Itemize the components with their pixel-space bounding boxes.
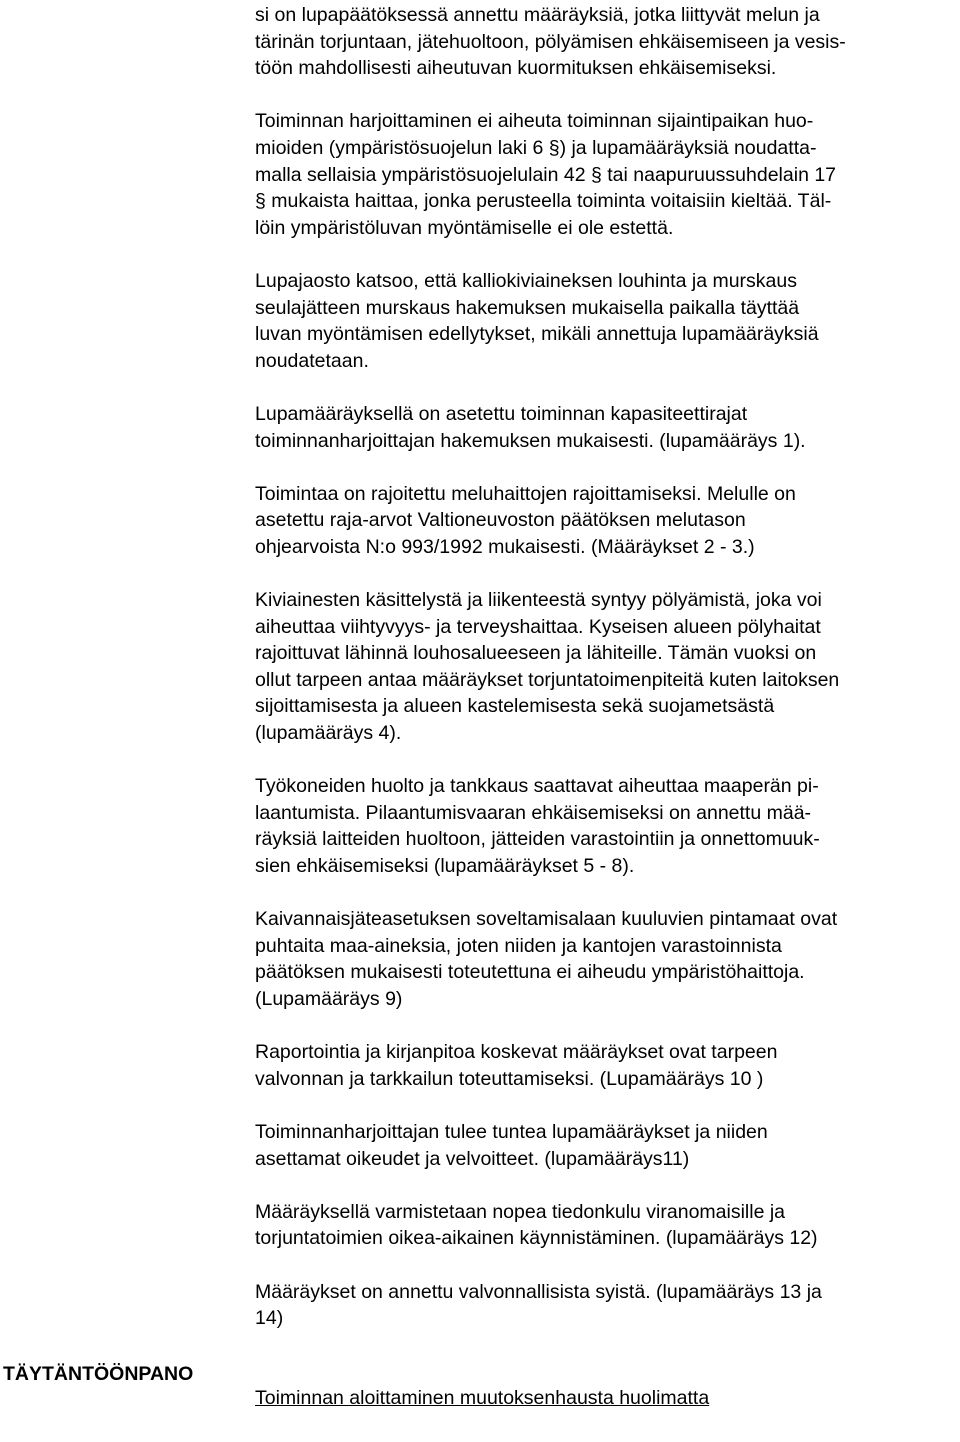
paragraph-capacity-limits xyxy=(255,401,945,454)
paragraph-extractive-waste xyxy=(255,906,945,1012)
text-line: (Lupamääräys 9) xyxy=(255,987,403,1010)
text-line: toiminnanharjoittajan hakemuksen mukaisesti. (lupamääräys 1). xyxy=(255,429,806,452)
text-line: sijoittamisesta ja alueen kastelemisesta sekä suojametsästä xyxy=(255,695,775,718)
text-line: 14) xyxy=(255,1307,284,1330)
text-line: Määräyksellä varmistetaan nopea tiedonkulu viranomaisille ja xyxy=(255,1200,786,1223)
underlined-heading: Toiminnan aloittaminen muutoksenhausta huolimatta xyxy=(255,1386,710,1409)
underlined-heading-paragraph xyxy=(255,1385,945,1412)
text-line: Toiminnanharjoittajan tulee tuntea lupamääräykset ja niiden xyxy=(255,1120,768,1143)
document-body xyxy=(255,2,945,1438)
text-line: § mukaista haittaa, jonka perusteella toiminta voitaisiin kieltää. Täl- xyxy=(255,190,832,213)
text-line: Kiviainesten käsittelystä ja liikenteestä syntyy pölyämistä, joka voi xyxy=(255,589,822,612)
text-line: torjuntatoimien oikea-aikainen käynnistäminen. (lupamääräys 12) xyxy=(255,1227,818,1250)
text-line: laantumista. Pilaantumisvaaran ehkäisemiseksi on annettu mää- xyxy=(255,801,812,824)
text-line: töön mahdollisesti aiheutuvan kuormituksen ehkäisemiseksi. xyxy=(255,57,777,80)
text-line: rajoittuvat lähinnä louhosalueeseen ja lähiteille. Tämän vuoksi on xyxy=(255,642,817,665)
text-line: Toimintaa on rajoitettu meluhaittojen rajoittamiseksi. Melulle on xyxy=(255,482,796,505)
text-line: Lupajaosto katsoo, että kalliokiviaineksen louhinta ja murskaus xyxy=(255,269,797,292)
text-line: asettamat oikeudet ja velvoitteet. (lupamääräys11) xyxy=(255,1147,690,1170)
text-line: si on lupapäätöksessä annettu määräyksiä, jotka liittyvät melun ja xyxy=(255,4,820,26)
paragraph-reporting xyxy=(255,1039,945,1092)
paragraph-noise-limits xyxy=(255,481,945,561)
text-line: ollut tarpeen antaa määräykset torjuntatoimenpiteitä kuten laitoksen xyxy=(255,668,840,691)
text-line: malla sellaisia ympäristösuojelulain 42 § tai naapuruussuhdelain 17 xyxy=(255,163,837,186)
side-heading-enforcement: TÄYTÄNTÖÖNPANO xyxy=(3,1363,194,1385)
paragraph-dust xyxy=(255,587,945,747)
paragraph-information-flow xyxy=(255,1199,945,1252)
text-line: noudatetaan. xyxy=(255,349,369,372)
text-line: luvan myöntämisen edellytykset, mikäli annettuja lupamääräyksiä xyxy=(255,323,819,346)
text-line: valvonnan ja tarkkailun toteuttamiseksi. (Lupamääräys 10 ) xyxy=(255,1067,764,1090)
text-line: seulajätteen murskaus hakemuksen mukaisella paikalla täyttää xyxy=(255,296,800,319)
paragraph-no-harm xyxy=(255,108,945,241)
text-line: (lupamääräys 4). xyxy=(255,722,402,745)
text-line: tärinän torjuntaan, jätehuoltoon, pölyämisen ehkäisemiseen ja vesis- xyxy=(255,30,846,53)
text-line: ohjearvoista N:o 993/1992 mukaisesti. (Määräykset 2 - 3.) xyxy=(255,535,755,558)
text-line: Toiminnan harjoittaminen ei aiheuta toiminnan sijaintipaikan huo- xyxy=(255,110,814,133)
text-line: Kaivannaisjäteasetuksen soveltamisalaan kuuluvien pintamaat ovat xyxy=(255,908,838,931)
paragraph-soil-contamination xyxy=(255,773,945,879)
text-line: aiheuttaa viihtyvyys- ja terveyshaittaa. Kyseisen alueen pölyhaitat xyxy=(255,615,821,638)
text-line: Lupamääräyksellä on asetettu toiminnan kapasiteettirajat xyxy=(255,402,748,425)
text-line: mioiden (ympäristösuojelun laki 6 §) ja lupamääräyksiä noudatta- xyxy=(255,136,817,159)
text-line: Työkoneiden huolto ja tankkaus saattavat aiheuttaa maaperän pi- xyxy=(255,775,819,798)
text-line: räyksiä laitteiden huoltoon, jätteiden varastointiin ja onnettomuuk- xyxy=(255,828,820,851)
text-line: päätöksen mukaisesti toteutettuna ei aiheudu ympäristöhaittoja. xyxy=(255,961,805,984)
text-line: Raportointia ja kirjanpitoa koskevat määräykset ovat tarpeen xyxy=(255,1041,778,1064)
text-line: Määräykset on annettu valvonnallisista syistä. (lupamääräys 13 ja xyxy=(255,1280,822,1303)
paragraph-intro-continuation xyxy=(255,2,945,82)
text-line: löin ympäristöluvan myöntämiselle ei ole estettä. xyxy=(255,216,674,239)
text-line: puhtaita maa-aineksia, joten niiden ja kantojen varastoinnista xyxy=(255,934,782,957)
text-line: asetettu raja-arvot Valtioneuvoston päätöksen melutason xyxy=(255,509,746,532)
text-line: sien ehkäisemiseksi (lupamääräykset 5 - 8). xyxy=(255,855,635,877)
paragraph-supervision xyxy=(255,1279,945,1332)
paragraph-operator-duties xyxy=(255,1119,945,1172)
paragraph-permit-conditions xyxy=(255,268,945,374)
